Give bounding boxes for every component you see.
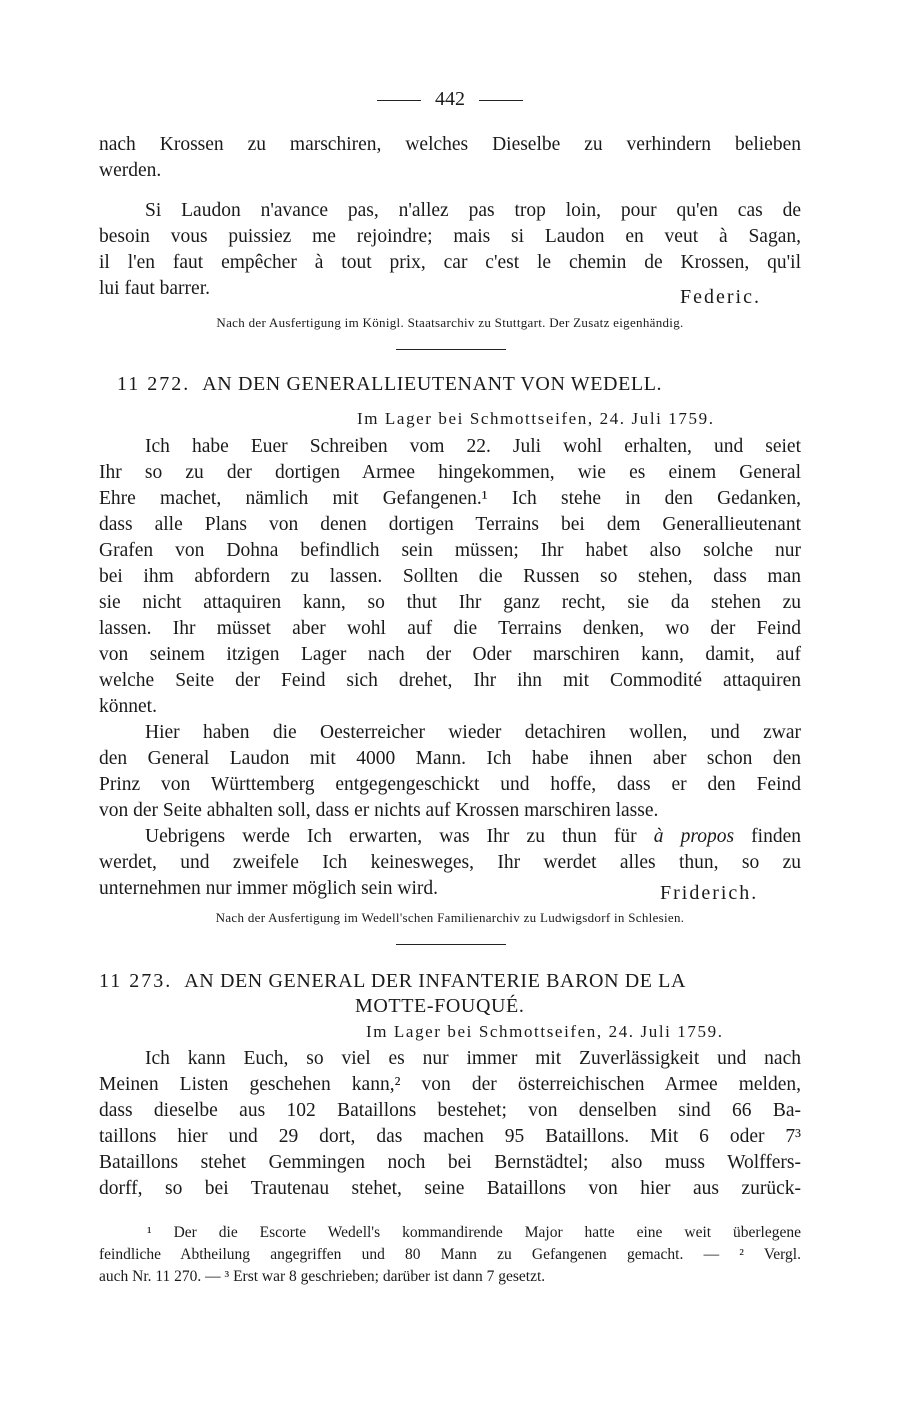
text-fragment: Uebrigens werde Ich erwarten, was Ihr zu thun für xyxy=(145,826,637,847)
text-line: könnet. xyxy=(99,696,157,717)
text-line: von seinem itzigen Lager nach der Oder marschiren kann, damit, auf xyxy=(99,644,801,665)
text-line: dorff, so bei Trautenau stehet, seine Bataillons von hier aus zurück- xyxy=(99,1178,801,1199)
footnote-line: auch Nr. 11 270. — ³ Erst war 8 geschrieben; darüber ist dann 7 gesetzt. xyxy=(99,1268,546,1285)
text-line: unternehmen nur immer möglich sein wird. xyxy=(99,878,439,899)
text-line: Bataillons stehet Gemmingen noch bei Bernstädtel; also muss Wolffers- xyxy=(99,1152,801,1173)
source-note: Nach der Ausfertigung im Königl. Staatsarchiv zu Stuttgart. Der Zusatz eigenhändig. xyxy=(216,315,684,330)
text-line: Ich habe Euer Schreiben vom 22. Juli wohl erhalten, und seiet xyxy=(145,436,801,457)
text-line: lassen. Ihr müsset aber wohl auf die Terrains denken, wo der Feind xyxy=(99,618,801,639)
letter-paragraph xyxy=(99,434,801,720)
text-line: Ich kann Euch, so viel es nur immer mit Zuverlässigkeit und nach xyxy=(145,1048,801,1069)
text-line xyxy=(99,824,801,850)
text-line: Hier haben die Oesterreicher wieder detachiren wollen, und zwar xyxy=(145,722,801,743)
section-divider xyxy=(396,349,506,350)
text-line: welche Seite der Feind sich drehet, Ihr ihn mit Commodité attaquiren xyxy=(99,670,801,691)
letter-body xyxy=(99,1046,801,1202)
text-line: werdet, und zweifele Ich keinesweges, Ihr werdet alles thun, so zu xyxy=(99,852,801,873)
text-line: nach Krossen zu marschiren, welches Dieselbe zu verhindern belieben xyxy=(99,134,801,155)
dateline: Im Lager bei Schmottseifen, 24. Juli 1759. xyxy=(366,1022,724,1041)
letter-number: 11 272. xyxy=(117,373,191,395)
text-line: sie nicht attaquiren kann, so thut Ihr ganz recht, sie da stehen zu xyxy=(99,592,801,613)
footnotes xyxy=(99,1222,801,1288)
header-dash-left xyxy=(377,100,421,101)
text-line: werden. xyxy=(99,160,162,181)
text-fragment: finden xyxy=(751,826,801,847)
page-number: 442 xyxy=(435,88,465,110)
letter-recipient: AN DEN GENERALLIEUTENANT VON WEDELL. xyxy=(202,373,663,395)
text-line: besoin vous puissiez me rejoindre; mais si Laudon en veut à Sagan, xyxy=(99,226,801,247)
text-line: von der Seite abhalten soll, dass er nichts auf Krossen marschiren lasse. xyxy=(99,800,659,821)
text-line: Prinz von Württemberg entgegengeschickt und hoffe, dass er den Feind xyxy=(99,774,801,795)
text-line: Ihr so zu der dortigen Armee hingekommen, wie es einem General xyxy=(99,462,801,483)
text-line: dass dieselbe aus 102 Bataillons bestehet; von denselben sind 66 Ba- xyxy=(99,1100,801,1121)
letter-paragraph xyxy=(99,720,801,824)
text-line: il l'en faut empêcher à tout prix, car c'est le chemin de Krossen, qu'il xyxy=(99,252,801,273)
text-line: Meinen Listen geschehen kann,² von der österreichischen Armee melden, xyxy=(99,1074,801,1095)
italic-phrase: à propos xyxy=(653,826,735,847)
letter-heading xyxy=(117,373,662,396)
text-line: lui faut barrer. xyxy=(99,278,210,299)
footnote-line: feindliche Abtheilung angegriffen und 80 Mann zu Gefangenen gemacht. — ² Vergl. xyxy=(99,1246,801,1263)
letter-paragraph xyxy=(99,1046,801,1202)
text-line: Ehre machet, nämlich mit Gefangenen.¹ Ich stehe in den Gedanken, xyxy=(99,488,801,509)
page-header xyxy=(0,88,900,111)
german-closing-paragraph xyxy=(99,132,801,184)
signature-friderich: Friderich. xyxy=(660,882,759,904)
text-line: bei ihm abfordern zu lassen. Sollten die Russen so stehen, dass man xyxy=(99,566,801,587)
text-line: den General Laudon mit 4000 Mann. Ich habe ihnen aber schon den xyxy=(99,748,801,769)
previous-letter-end xyxy=(99,132,801,184)
dateline: Im Lager bei Schmottseifen, 24. Juli 1759. xyxy=(357,409,715,428)
text-line: Grafen von Dohna befindlich sein müssen; Ihr habet also solche nur xyxy=(99,540,801,561)
letter-heading xyxy=(99,970,686,993)
header-dash-right xyxy=(479,100,523,101)
source-note: Nach der Ausfertigung im Wedell'schen Familienarchiv zu Ludwigsdorf in Schlesien. xyxy=(215,910,685,925)
text-line: taillons hier und 29 dort, das machen 95 Bataillons. Mit 6 oder 7³ xyxy=(99,1126,801,1147)
text-line: Si Laudon n'avance pas, n'allez pas trop loin, pour qu'en cas de xyxy=(145,200,801,221)
section-divider xyxy=(396,944,506,945)
letter-recipient: AN DEN GENERAL DER INFANTERIE BARON DE LA xyxy=(184,970,687,992)
letter-body xyxy=(99,434,801,902)
signature-federic: Federic. xyxy=(680,286,761,308)
letter-number: 11 273. xyxy=(99,970,173,992)
text-line: dass alle Plans von denen dortigen Terrains bei dem Generallieutenant xyxy=(99,514,801,535)
footnote-line: ¹ Der die Escorte Wedell's kommandirende Major hatte eine weit überlegene xyxy=(147,1224,801,1241)
letter-heading-continued: MOTTE-FOUQUÉ. xyxy=(355,995,525,1017)
